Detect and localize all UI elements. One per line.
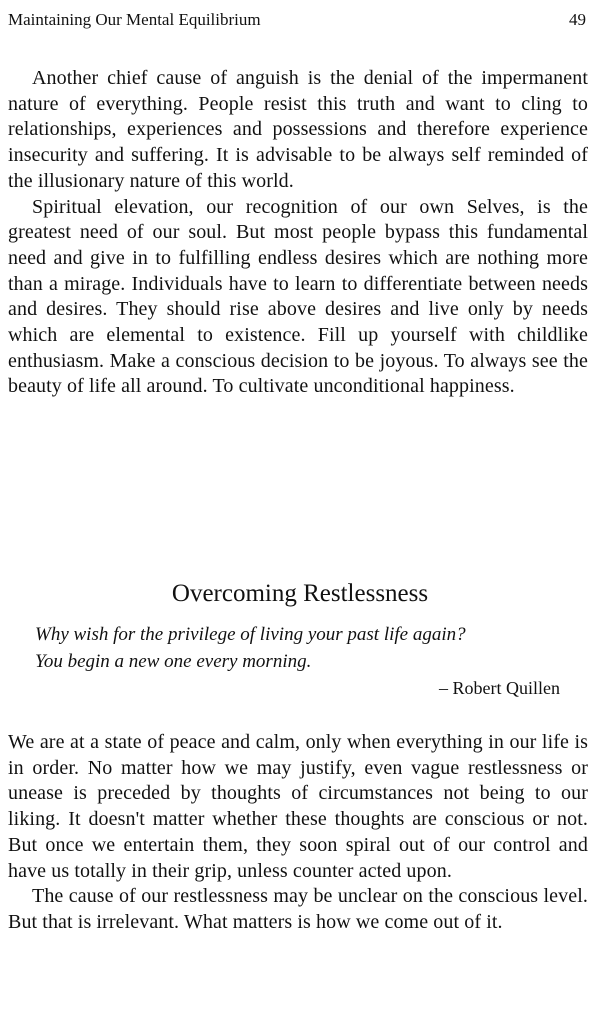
- chapter-title: Maintaining Our Mental Equilibrium: [8, 10, 261, 29]
- paragraph: Spiritual elevation, our recognition of our own Selves, is the greatest need of our soul. But most people bypass this fundamental need and give in to fulfilling endless desires which are nothing more than a mirage. Individuals have to learn to differentiate between needs and desires. They should rise above desires and live only by needs which are elemental to existence. Fill up yourself with childlike enthusiasm. Make a conscious decision to be joyous. To always see the beauty of life all around. To cultivate unconditional happiness.: [8, 195, 588, 398]
- epigraph: [35, 621, 575, 675]
- epigraph-line: You begin a new one every morning.: [35, 651, 312, 672]
- epigraph-line: Why wish for the privilege of living your past life again?: [35, 624, 466, 645]
- paragraph: Another chief cause of anguish is the denial of the impermanent nature of everything. People resist this truth and want to cling to relationships, experiences and possessions and therefore experience insecurity and suffering. It is advisable to be always self reminded of the illusionary nature of this world.: [8, 67, 588, 192]
- body-text-top: [8, 66, 588, 400]
- epigraph-attribution: – Robert Quillen: [439, 678, 560, 698]
- section-heading: Overcoming Restlessness: [171, 580, 429, 607]
- body-text-bottom: [8, 730, 588, 936]
- page-number: 49: [569, 10, 586, 29]
- paragraph: We are at a state of peace and calm, only when everything in our life is in order. No matter how we may justify, even vague restlessness or unease is preceded by thoughts of circumstances not being to our liking. It doesn't matter whether these thoughts are conscious or not. But once we entertain them, they soon spiral out of our control and have us totally in their grip, unless counter acted upon.: [8, 731, 588, 882]
- paragraph: The cause of our restlessness may be unclear on the conscious level. But that is irrelevant. What matters is how we come out of it.: [8, 885, 588, 933]
- running-head: [8, 10, 586, 34]
